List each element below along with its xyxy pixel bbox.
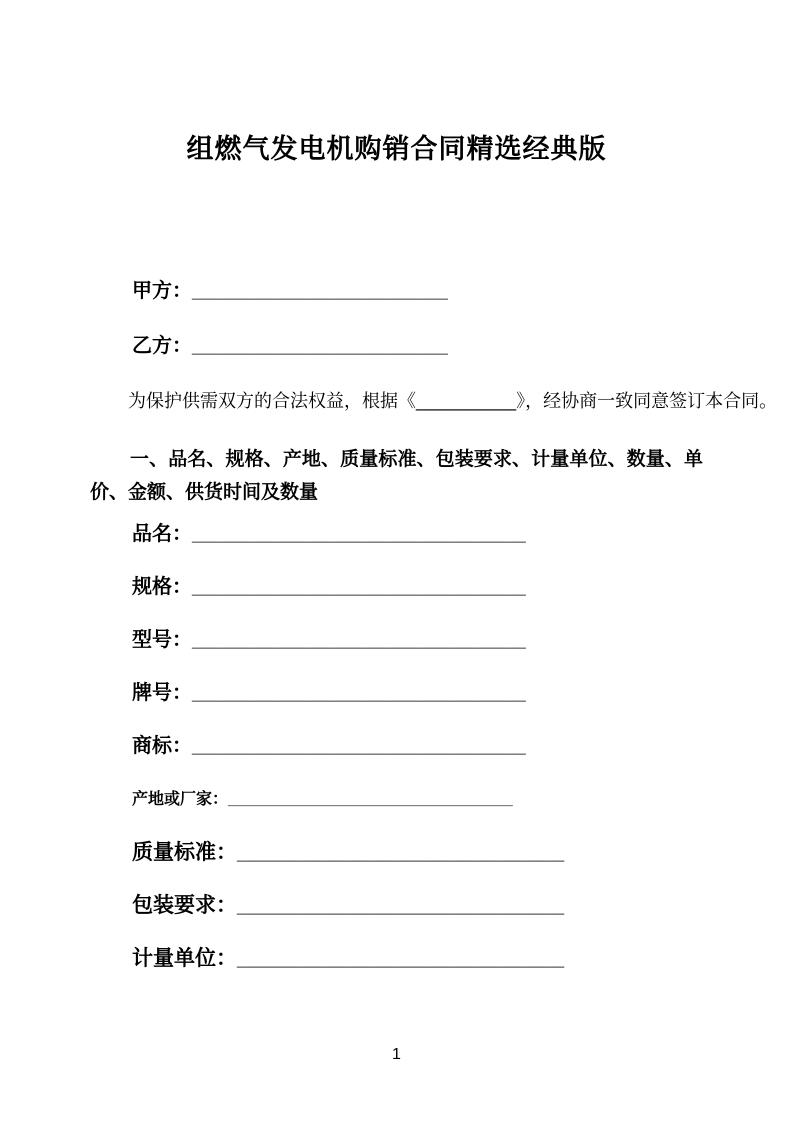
field-label: 品名： — [132, 523, 192, 545]
party-b-row — [90, 330, 703, 363]
party-b-label: 乙方： — [132, 335, 192, 357]
field-blank-line[interactable]: ______________________________ — [192, 576, 526, 598]
party-a-row — [90, 275, 703, 308]
field-label: 牌号： — [132, 682, 192, 704]
field-label: 计量单位： — [132, 947, 237, 970]
field-blank-line[interactable]: ______________________________ — [192, 735, 526, 757]
party-a-label: 甲方： — [132, 280, 192, 302]
intro-paragraph: 为保护供需双方的合法权益，根据《__________》，经协商一致同意签订本合同。 — [128, 391, 778, 411]
field-label: 质量标准： — [132, 841, 237, 864]
field-row-chandi — [90, 783, 703, 816]
field-blank-line[interactable]: ____________________________ — [237, 947, 565, 970]
field-label: 包装要求： — [132, 894, 237, 917]
field-row-shangbiao — [90, 730, 703, 763]
field-row-jiliangdanwei — [90, 942, 703, 975]
section-1-heading: 一、品名、规格、产地、质量标准、包装要求、计量单位、数量、单价、金额、供货时间及数量 — [90, 449, 703, 503]
field-row-xinghao — [90, 624, 703, 657]
field-row-guige — [90, 571, 703, 604]
field-row-pinming — [90, 518, 703, 551]
field-label: 产地或厂家： — [132, 791, 229, 808]
field-blank-line[interactable]: ______________________________ — [192, 629, 526, 651]
party-b-blank-line[interactable]: _______________________ — [192, 335, 448, 357]
field-row-paihao — [90, 677, 703, 710]
page-number: 1 — [392, 1046, 401, 1063]
field-row-zhiliangbiaozhun — [90, 836, 703, 869]
field-blank-line[interactable]: ____________________________ — [237, 894, 565, 917]
field-label: 型号： — [132, 629, 192, 651]
party-a-blank-line[interactable]: _______________________ — [192, 280, 448, 302]
field-blank-line[interactable]: ____________________________ — [237, 841, 565, 864]
field-blank-line[interactable]: ______________________________ — [192, 682, 526, 704]
field-label: 商标： — [132, 735, 192, 757]
field-blank-line[interactable]: ________________________________ — [228, 791, 513, 808]
field-label: 规格： — [132, 576, 192, 598]
field-blank-line[interactable]: ______________________________ — [192, 523, 526, 545]
document-title: 组燃气发电机购销合同精选经典版 — [186, 134, 607, 164]
field-row-baozhuangyaoqiu — [90, 889, 703, 922]
